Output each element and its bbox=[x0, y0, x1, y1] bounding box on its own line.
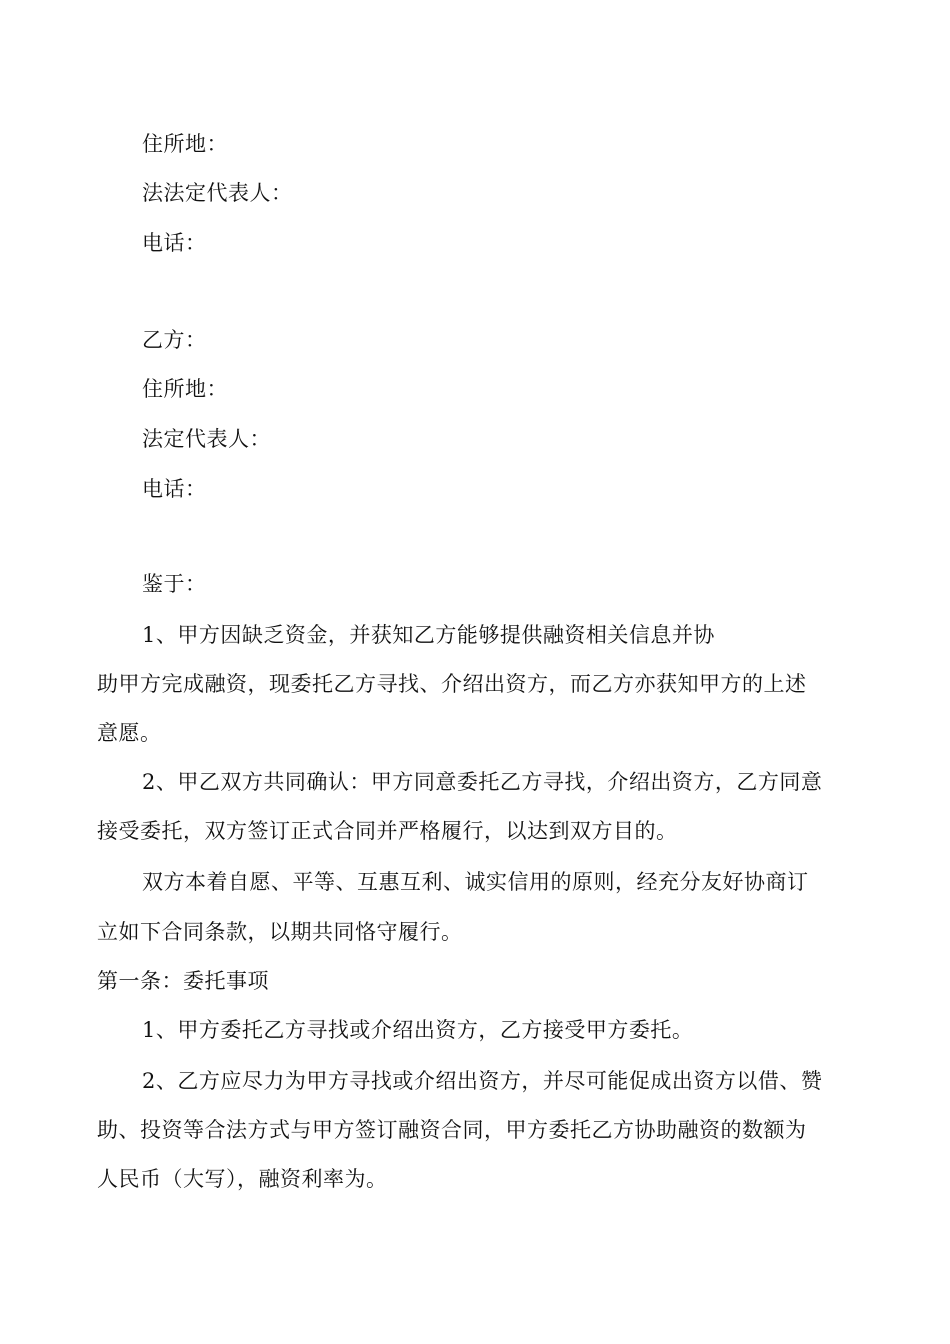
party-a-rep-label: 法法定代表人： bbox=[142, 181, 293, 205]
recital-1-line-2: 助甲方完成融资，现委托乙方寻找、介绍出资方，而乙方亦获知甲方的上述 bbox=[97, 672, 807, 696]
party-b-rep-label: 法定代表人： bbox=[142, 427, 271, 451]
recital-2-line-2: 接受委托，双方签订正式合同并严格履行，以达到双方目的。 bbox=[97, 819, 678, 843]
party-b-address-label: 住所地： bbox=[142, 377, 228, 401]
recital-1-line-3: 意愿。 bbox=[97, 721, 162, 745]
party-a-address-label: 住所地： bbox=[142, 132, 228, 156]
principle-line-1: 双方本着自愿、平等、互惠互利、诚实信用的原则，经充分友好协商订 bbox=[142, 870, 809, 894]
recitals-heading: 鉴于： bbox=[142, 572, 207, 596]
party-b-phone-label: 电话： bbox=[142, 477, 207, 501]
principle-line-2: 立如下合同条款，以期共同恪守履行。 bbox=[97, 920, 463, 944]
article-1-item-1: 1、甲方委托乙方寻找或介绍出资方，乙方接受甲方委托。 bbox=[142, 1018, 694, 1042]
article-1-item-2-line-3: 人民币（大写），融资利率为。 bbox=[97, 1167, 388, 1191]
recital-2-line-1: 2、甲乙双方共同确认：甲方同意委托乙方寻找，介绍出资方，乙方同意 bbox=[142, 770, 823, 794]
recital-1-line-1: 1、甲方因缺乏资金，并获知乙方能够提供融资相关信息并协 bbox=[142, 623, 715, 647]
party-b-title: 乙方： bbox=[142, 328, 207, 352]
party-a-phone-label: 电话： bbox=[142, 231, 207, 255]
article-1-item-2-line-1: 2、乙方应尽力为甲方寻找或介绍出资方，并尽可能促成出资方以借、赞 bbox=[142, 1069, 823, 1093]
article-1-heading: 第一条：委托事项 bbox=[97, 969, 269, 993]
article-1-item-2-line-2: 助、投资等合法方式与甲方签订融资合同，甲方委托乙方协助融资的数额为 bbox=[97, 1118, 807, 1142]
